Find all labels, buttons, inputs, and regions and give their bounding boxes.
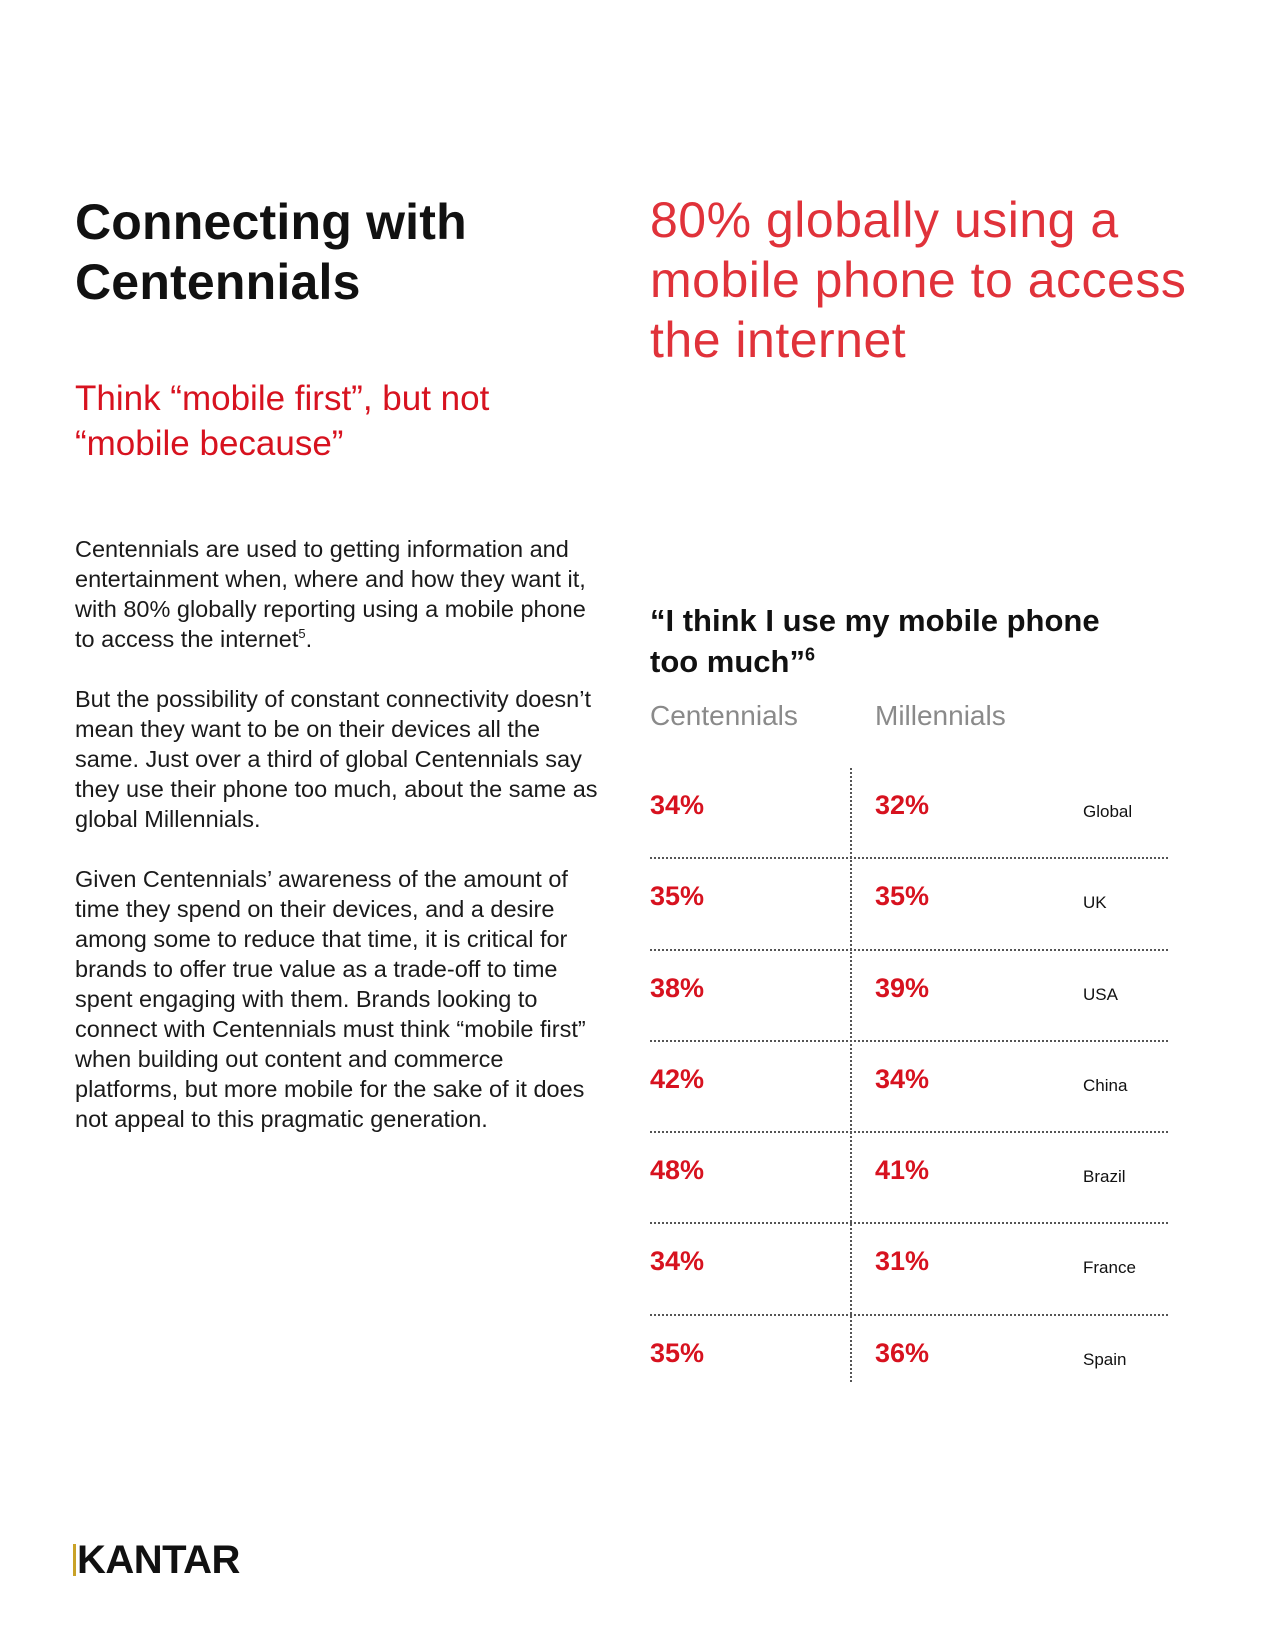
data-table — [650, 768, 1168, 1407]
centennials-value: 35% — [650, 1337, 705, 1368]
centennials-value: 48% — [650, 1155, 705, 1186]
country-label: UK — [1083, 893, 1107, 913]
country-label: Brazil — [1083, 1167, 1126, 1187]
page-subtitle: Think “mobile first”, but not “mobile because” — [75, 379, 490, 463]
table-row — [650, 1316, 1168, 1407]
footnote-ref-6: 6 — [805, 644, 816, 665]
body-text — [75, 534, 605, 1164]
millennials-value: 34% — [875, 1063, 930, 1094]
stat-callout: 80% globally using a mobile phone to access the internet — [650, 192, 1187, 368]
table-row — [650, 1042, 1168, 1133]
table-row — [650, 1224, 1168, 1315]
millennials-value: 39% — [875, 972, 930, 1003]
paragraph-1-text: Centennials are used to getting information and entertainment when, where and how they want it, with 80% globally reporting using a mobile phone to access the internet — [75, 536, 586, 652]
paragraph-1 — [75, 534, 605, 654]
centennials-value: 42% — [650, 1063, 705, 1094]
column-header-centennials: Centennials — [650, 700, 798, 731]
country-label: USA — [1083, 984, 1118, 1004]
logo-text: KANTAR — [77, 1538, 240, 1582]
millennials-value: 32% — [875, 790, 930, 820]
millennials-value: 36% — [875, 1337, 930, 1368]
page-title: Connecting with Centennials — [75, 194, 467, 310]
chart-title-text: “I think I use my mobile phone too much” — [650, 603, 1100, 679]
centennials-value: 34% — [650, 1246, 705, 1277]
table-row — [650, 768, 1168, 859]
centennials-value: 34% — [650, 790, 705, 820]
country-label: France — [1083, 1258, 1136, 1278]
logo-accent-bar — [73, 1544, 76, 1576]
column-header-millennials: Millennials — [875, 700, 1006, 731]
kantar-logo — [73, 1540, 240, 1580]
centennials-value: 38% — [650, 972, 705, 1003]
millennials-value: 41% — [875, 1155, 930, 1186]
country-label: Global — [1083, 802, 1133, 821]
chart-title — [650, 600, 1150, 682]
country-label: Spain — [1083, 1349, 1127, 1369]
millennials-value: 31% — [875, 1246, 930, 1277]
footnote-ref-5: 5 — [298, 626, 306, 642]
paragraph-2: But the possibility of constant connectivity doesn’t mean they want to be on their devices all the same. Just over a third of global Centennials say they use their phone too much, about the same as global Millennials. — [75, 686, 598, 832]
table-row — [650, 951, 1168, 1042]
table-row — [650, 859, 1168, 950]
table-row — [650, 1133, 1168, 1224]
paragraph-3: Given Centennials’ awareness of the amount of time they spend on their devices, and a desire among some to reduce that time, it is critical for brands to offer true value as a trade-off to time spent engaging with them. Brands looking to connect with Centennials must think “mobile first” when building out content and commerce platforms, but more mobile for the sake of it does not appeal to this pragmatic generation. — [75, 866, 586, 1132]
paragraph-1-end: . — [305, 626, 313, 652]
millennials-value: 35% — [875, 881, 930, 912]
country-label: China — [1083, 1075, 1128, 1095]
centennials-value: 35% — [650, 881, 705, 912]
